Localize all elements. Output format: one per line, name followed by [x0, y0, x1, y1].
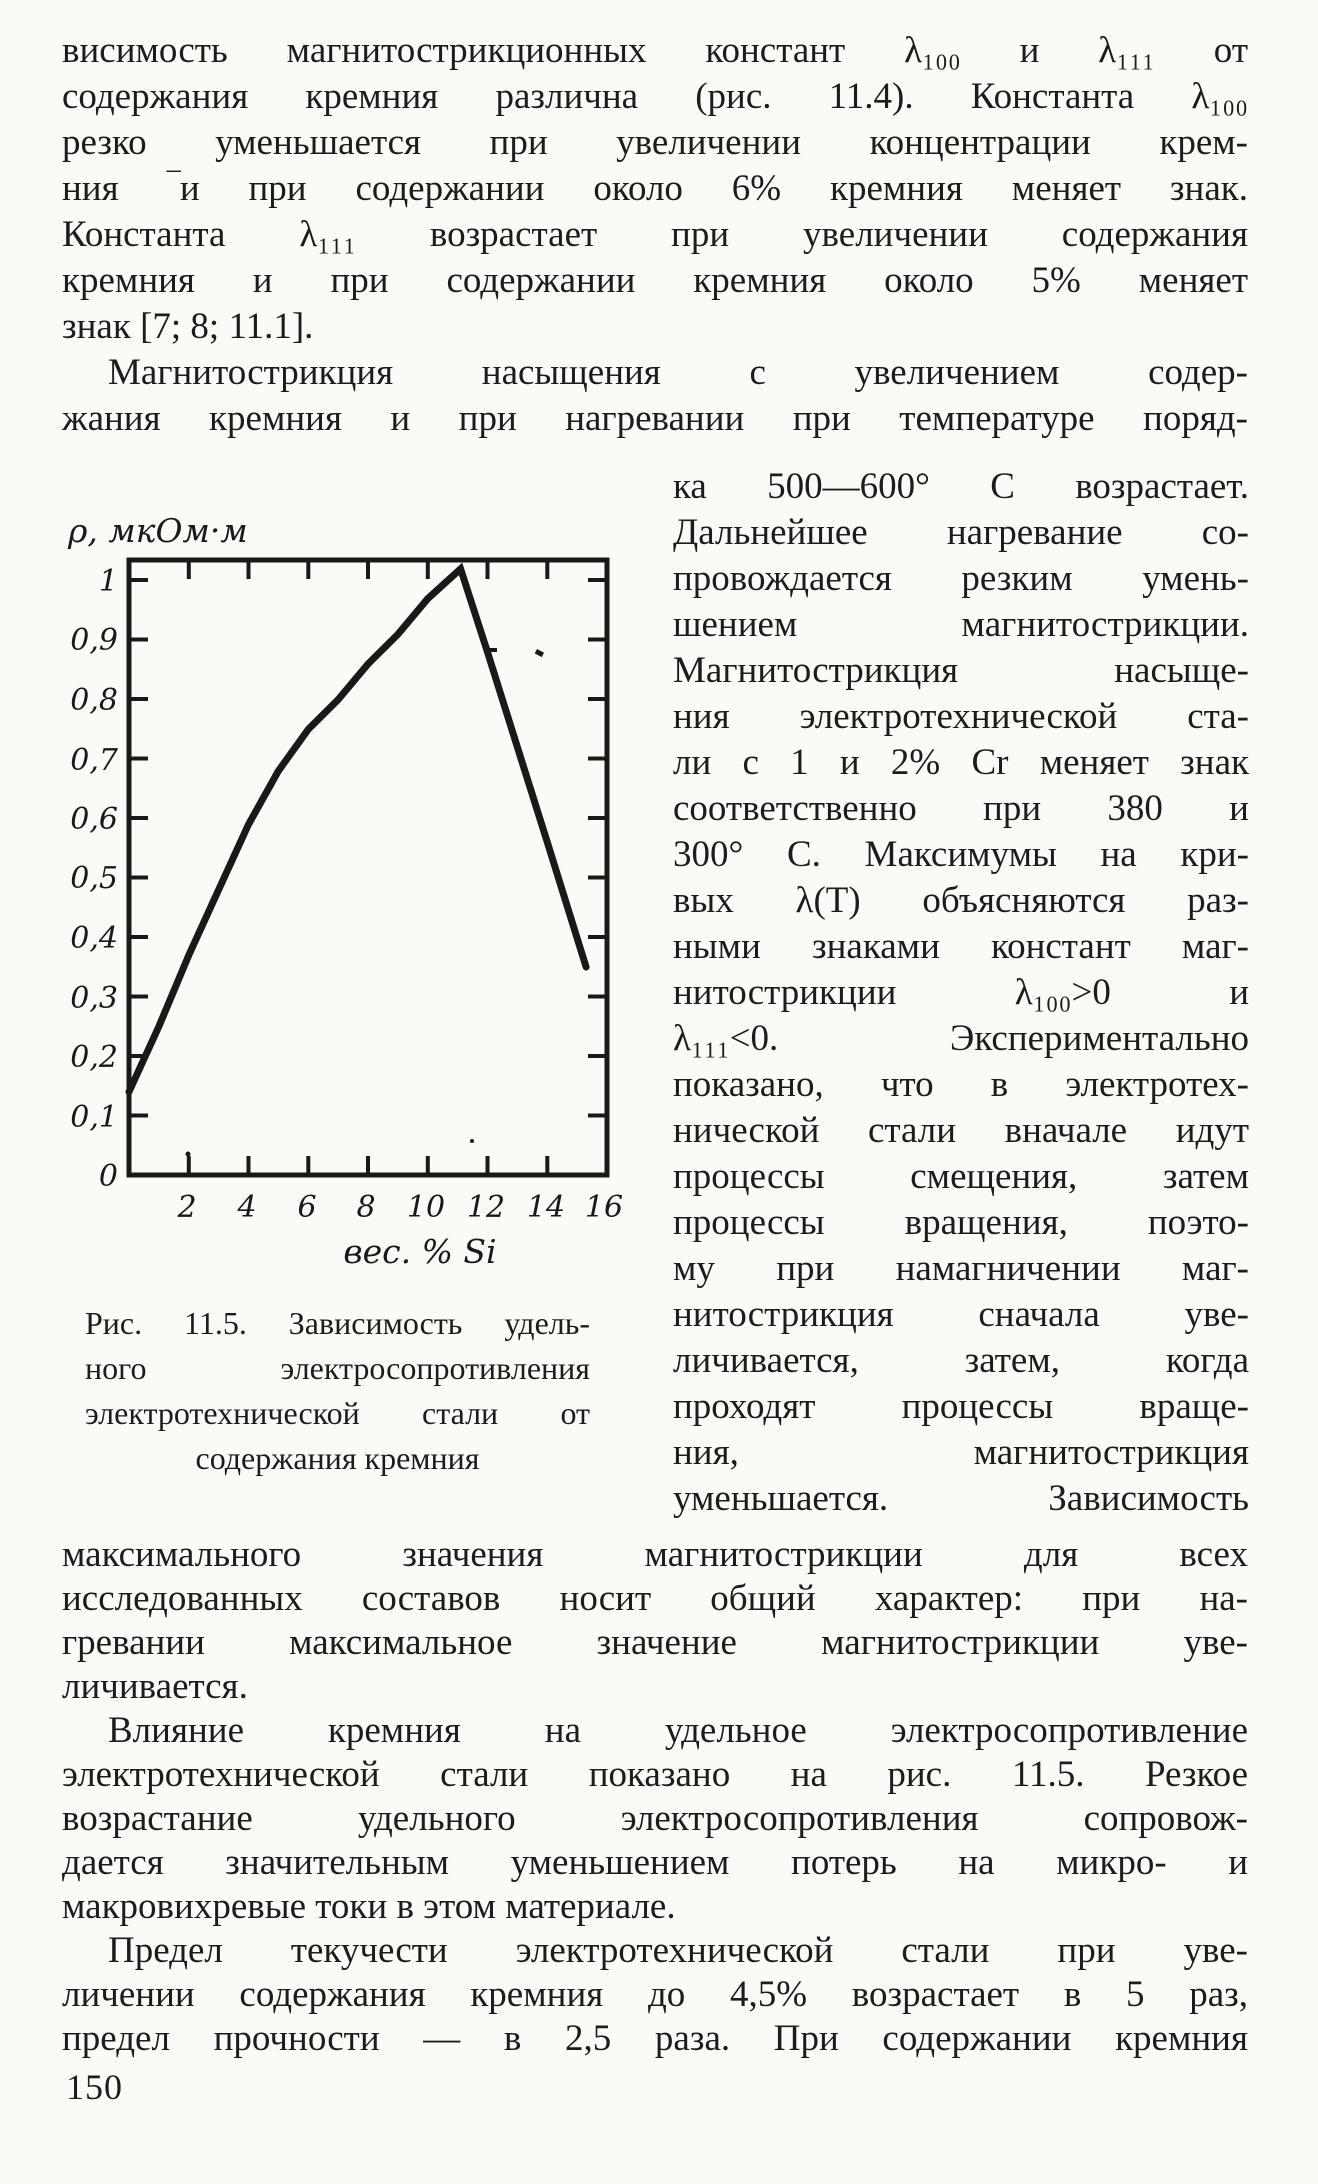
- x-tick-label: 8: [356, 1190, 376, 1225]
- text-line: λ₁₁₁<0. Экспериментально: [673, 1018, 1249, 1059]
- y-axis-title: ρ, мкОм·м: [68, 511, 248, 550]
- y-tick-label: 0: [98, 1159, 118, 1194]
- text-line: исследованных составов носит общий характер: при на-: [62, 1578, 1248, 1619]
- text-line: шением магнитострикции.: [673, 604, 1249, 645]
- text-line: Дальнейшее нагревание со-: [673, 512, 1249, 553]
- y-tick-label: 0,4: [70, 921, 118, 956]
- text-line: 300° С. Максимумы на кри-: [673, 834, 1249, 875]
- text-line: процессы вращения, поэто-: [673, 1202, 1249, 1243]
- text-line: ния, магнитострикция: [673, 1432, 1249, 1473]
- text-line: провождается резким умень-: [673, 558, 1249, 599]
- text-line: процессы смещения, затем: [673, 1156, 1249, 1197]
- text-line: личивается, затем, когда: [673, 1340, 1249, 1381]
- text-line: ния ‾и при содержании около 6% кремния меняет знак.: [62, 168, 1248, 209]
- x-axis-ticks-bottom: [189, 1156, 548, 1173]
- caption-line: содержания кремния: [195, 1440, 480, 1476]
- text-line: Магнитострикция насыщения с увеличением содер-: [108, 352, 1248, 393]
- text-line: Магнитострикция насыще-: [673, 650, 1249, 691]
- text-line: жания кремния и при нагревании при температуре поряд-: [62, 398, 1248, 439]
- text-line: висимость магнитострикционных констант λ₁₀₀ и λ₁₁₁ от: [62, 30, 1248, 71]
- text-line: возрастание удельного электросопротивления сопровож-: [62, 1798, 1248, 1839]
- text-line: соответственно при 380 и: [673, 788, 1249, 829]
- y-tick-label: 0,8: [70, 683, 118, 718]
- text-line: ными знаками констант маг-: [673, 926, 1249, 967]
- x-tick-label: 14: [526, 1190, 566, 1225]
- chart-svg: [60, 500, 650, 1290]
- text-line: ли с 1 и 2% Cr меняет знак: [673, 742, 1249, 783]
- bottom-paragraph-block: [62, 1533, 1248, 2061]
- x-tick-label: 4: [237, 1190, 257, 1225]
- right-column-block: [673, 464, 1249, 1522]
- text-line: электротехнической стали показано на рис. 11.5. Резкое: [62, 1754, 1248, 1795]
- caption-line: Рис. 11.5. Зависимость удель-: [85, 1305, 590, 1341]
- text-line: кремния и при содержании кремния около 5% меняет: [62, 260, 1248, 301]
- text-line: Предел текучести электротехнической стали при уве-: [108, 1930, 1248, 1971]
- text-line: Влияние кремния на удельное электросопротивление: [108, 1710, 1248, 1751]
- x-tick-label: 6: [297, 1190, 317, 1225]
- figure-block: [60, 500, 650, 1481]
- y-axis-ticks-right: [588, 580, 605, 1116]
- y-tick-label: 0,5: [70, 861, 118, 896]
- text-line: проходят процессы враще-: [673, 1386, 1249, 1427]
- text-line: дается значительным уменьшением потерь на микро- и: [62, 1842, 1248, 1883]
- text-line: ния электротехнической ста-: [673, 696, 1249, 737]
- text-line: нической стали вначале идут: [673, 1110, 1249, 1151]
- x-tick-label: 16: [584, 1190, 624, 1225]
- resistivity-curve: [129, 569, 586, 1092]
- text-line: гревании максимальное значение магнитострикции уве-: [62, 1622, 1248, 1663]
- scan-specks: [186, 648, 545, 1157]
- y-tick-label: 0,1: [70, 1100, 118, 1135]
- text-line: вых λ(Т) объясняются раз-: [673, 880, 1249, 921]
- text-line: уменьшается. Зависимость: [673, 1478, 1249, 1519]
- text-line: содержания кремния различна (рис. 11.4). Константа λ₁₀₀: [62, 76, 1248, 117]
- y-tick-label: 0,7: [70, 743, 118, 778]
- text-line: нитострикции λ₁₀₀>0 и: [673, 972, 1249, 1013]
- x-axis-ticks-top: [189, 562, 548, 579]
- figure-caption: [85, 1301, 590, 1481]
- text-line: му при намагничении маг-: [673, 1248, 1249, 1289]
- top-paragraph-block: [62, 28, 1248, 442]
- x-tick-label: 12: [466, 1190, 506, 1225]
- y-tick-label: 1: [98, 564, 118, 599]
- text-line: предел прочности — в 2,5 раза. При содержании кремния: [62, 2018, 1248, 2059]
- y-tick-label: 0,2: [70, 1040, 118, 1075]
- y-tick-label: 0,9: [70, 623, 118, 658]
- text-line: резко уменьшается при увеличении концентрации крем-: [62, 122, 1248, 163]
- x-tick-labels: [176, 1190, 623, 1225]
- text-line: личивается.: [62, 1666, 248, 1707]
- x-tick-label: 10: [406, 1190, 446, 1225]
- page-number: 150: [66, 2067, 123, 2107]
- x-axis-title: вес. % Si: [343, 1232, 497, 1271]
- caption-line: электротехнической стали от: [85, 1395, 590, 1431]
- text-line: Константа λ₁₁₁ возрастает при увеличении содержания: [62, 214, 1248, 255]
- text-line: показано, что в электротех-: [673, 1064, 1249, 1105]
- text-line: максимального значения магнитострикции для всех: [62, 1534, 1248, 1575]
- text-line: нитострикция сначала уве-: [673, 1294, 1249, 1335]
- text-line: личении содержания кремния до 4,5% возрастает в 5 раз,: [62, 1974, 1248, 2015]
- y-tick-label: 0,6: [70, 802, 118, 837]
- y-tick-labels: [70, 564, 119, 1194]
- text-line: знак [7; 8; 11.1].: [62, 306, 314, 347]
- x-tick-label: 2: [177, 1190, 197, 1225]
- text-line: ка 500—600° С возрастает.: [673, 466, 1249, 507]
- text-line: макровихревые токи в этом материале.: [62, 1886, 676, 1927]
- y-axis-ticks-left: [131, 580, 148, 1116]
- y-tick-label: 0,3: [70, 981, 118, 1016]
- caption-line: ного электросопротивления: [85, 1350, 590, 1386]
